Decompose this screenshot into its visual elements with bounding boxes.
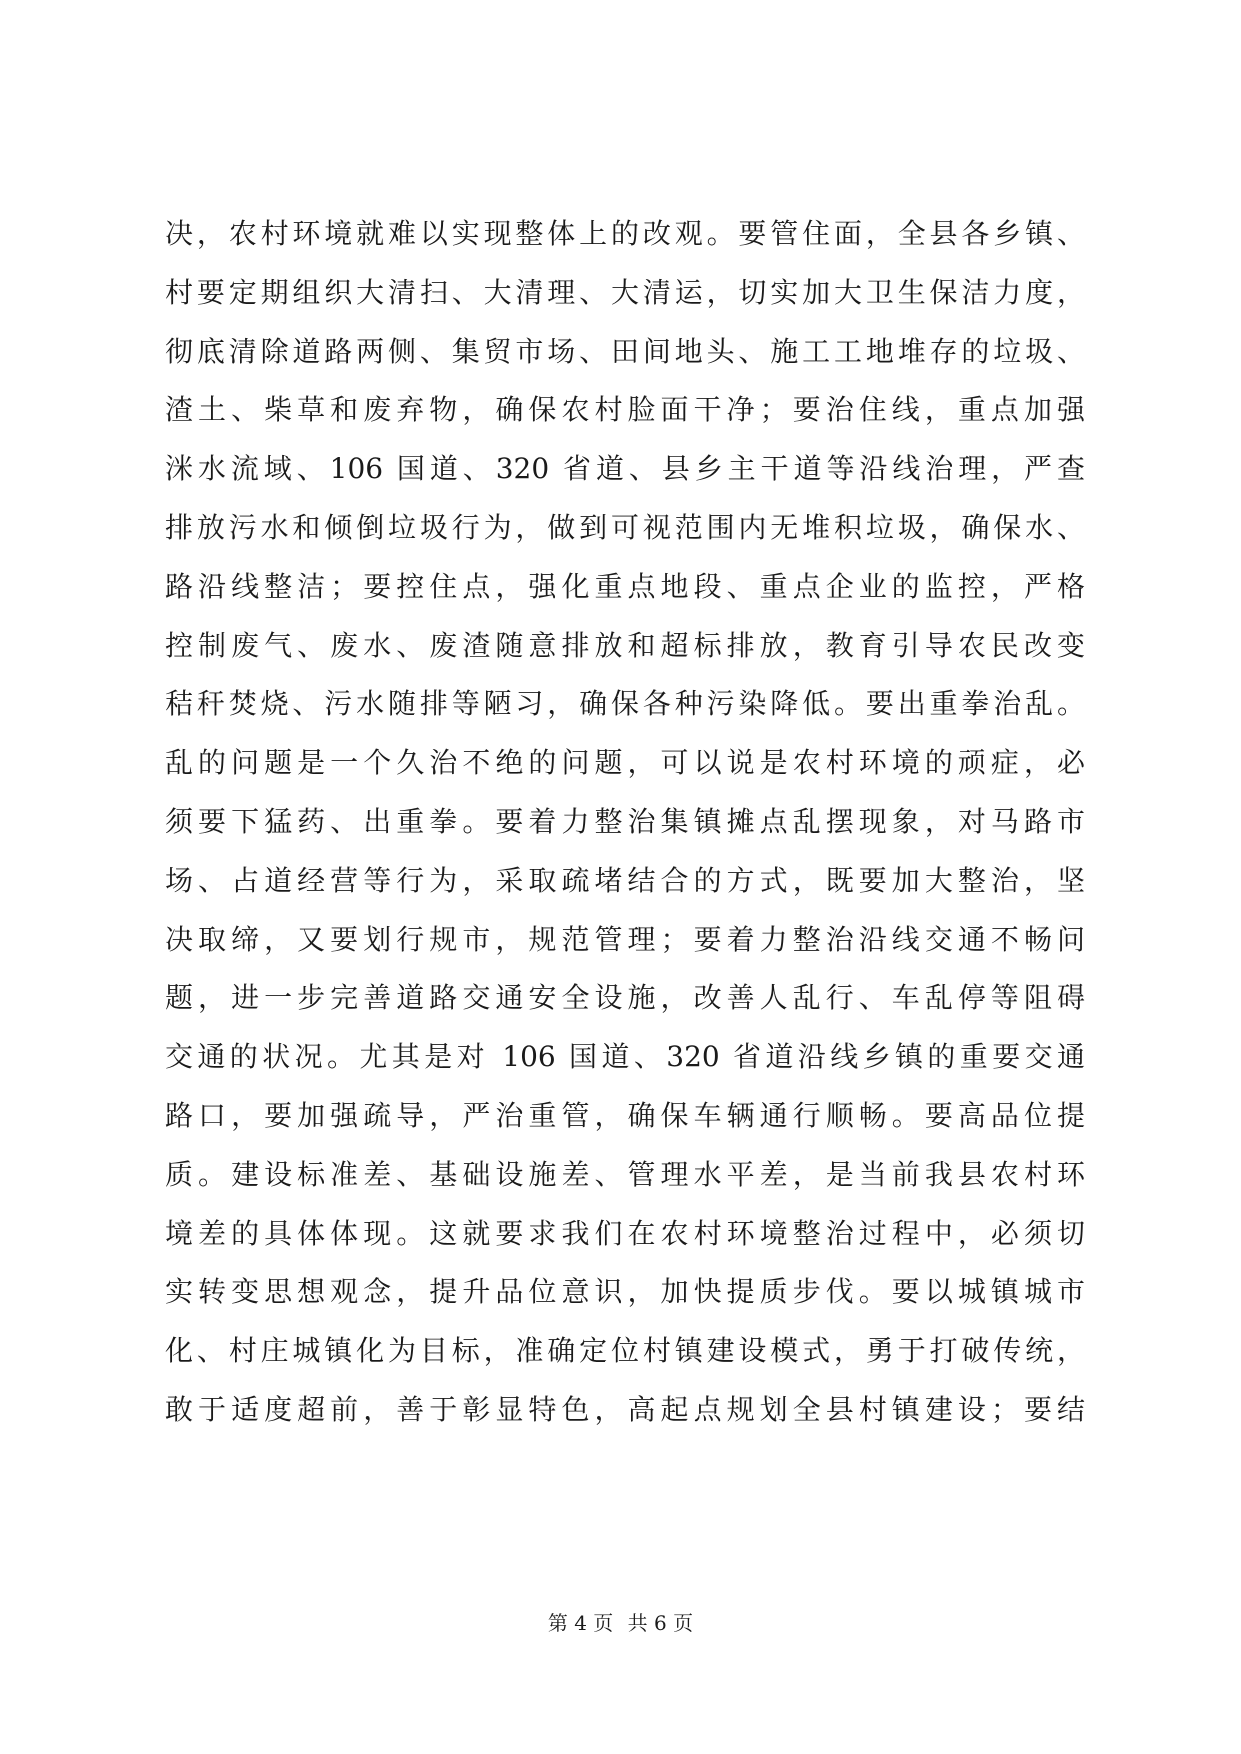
text-line: 秸秆焚烧、污水随排等陋习，确保各种污染降低。要出重拳治乱。 [165, 687, 1085, 721]
text-line: 须要下猛药、出重拳。要着力整治集镇摊点乱摆现象，对马路市 [165, 804, 1085, 838]
text-line: 排放污水和倾倒垃圾行为，做到可视范围内无堆积垃圾，确保水、 [165, 510, 1085, 544]
text-line: 渣土、柴草和废弃物，确保农村脸面干净；要治住线，重点加强 [165, 393, 1085, 427]
text-line: 决，农村环境就难以实现整体上的改观。要管住面，全县各乡镇、 [165, 217, 1085, 250]
text-line: 场、占道经营等行为，采取疏堵结合的方式，既要加大整治，坚 [165, 863, 1085, 897]
page-total: 共 6 页 [627, 1611, 694, 1635]
page-footer [0, 1608, 1241, 1638]
page-number: 第 4 页 [547, 1611, 614, 1635]
text-line: 化、村庄城镇化为目标，准确定位村镇建设模式，勇于打破传统， [165, 1334, 1085, 1368]
text-line: 交通的状况。尤其是对 106 国道、320 省道沿线乡镇的重要交通 [165, 1040, 1085, 1074]
text-line: 村要定期组织大清扫、大清理、大清运，切实加大卫生保洁力度， [165, 275, 1085, 309]
text-line: 路口，要加强疏导，严治重管，确保车辆通行顺畅。要高品位提 [165, 1098, 1085, 1132]
text-line: 决取缔，又要划行规市，规范管理；要着力整治沿线交通不畅问 [165, 922, 1085, 956]
text-line: 乱的问题是一个久治不绝的问题，可以说是农村环境的顽症，必 [165, 746, 1085, 780]
body-text [165, 205, 1085, 1440]
text-line: 质。建设标准差、基础设施差、管理水平差，是当前我县农村环 [165, 1157, 1085, 1191]
text-line: 题，进一步完善道路交通安全设施，改善人乱行、车乱停等阻碍 [165, 981, 1085, 1015]
text-line: 控制废气、废水、废渣随意排放和超标排放，教育引导农民改变 [165, 628, 1085, 662]
text-line: 实转变思想观念，提升品位意识，加快提质步伐。要以城镇城市 [165, 1275, 1085, 1309]
text-line: 洣水流域、106 国道、320 省道、县乡主干道等沿线治理，严查 [165, 452, 1085, 486]
text-line: 路沿线整洁；要控住点，强化重点地段、重点企业的监控，严格 [165, 569, 1085, 603]
text-line: 彻底清除道路两侧、集贸市场、田间地头、施工工地堆存的垃圾、 [165, 334, 1085, 368]
text-line: 境差的具体体现。这就要求我们在农村环境整治过程中，必须切 [165, 1216, 1085, 1250]
text-line: 敢于适度超前，善于彰显特色，高起点规划全县村镇建设；要结 [165, 1392, 1085, 1426]
